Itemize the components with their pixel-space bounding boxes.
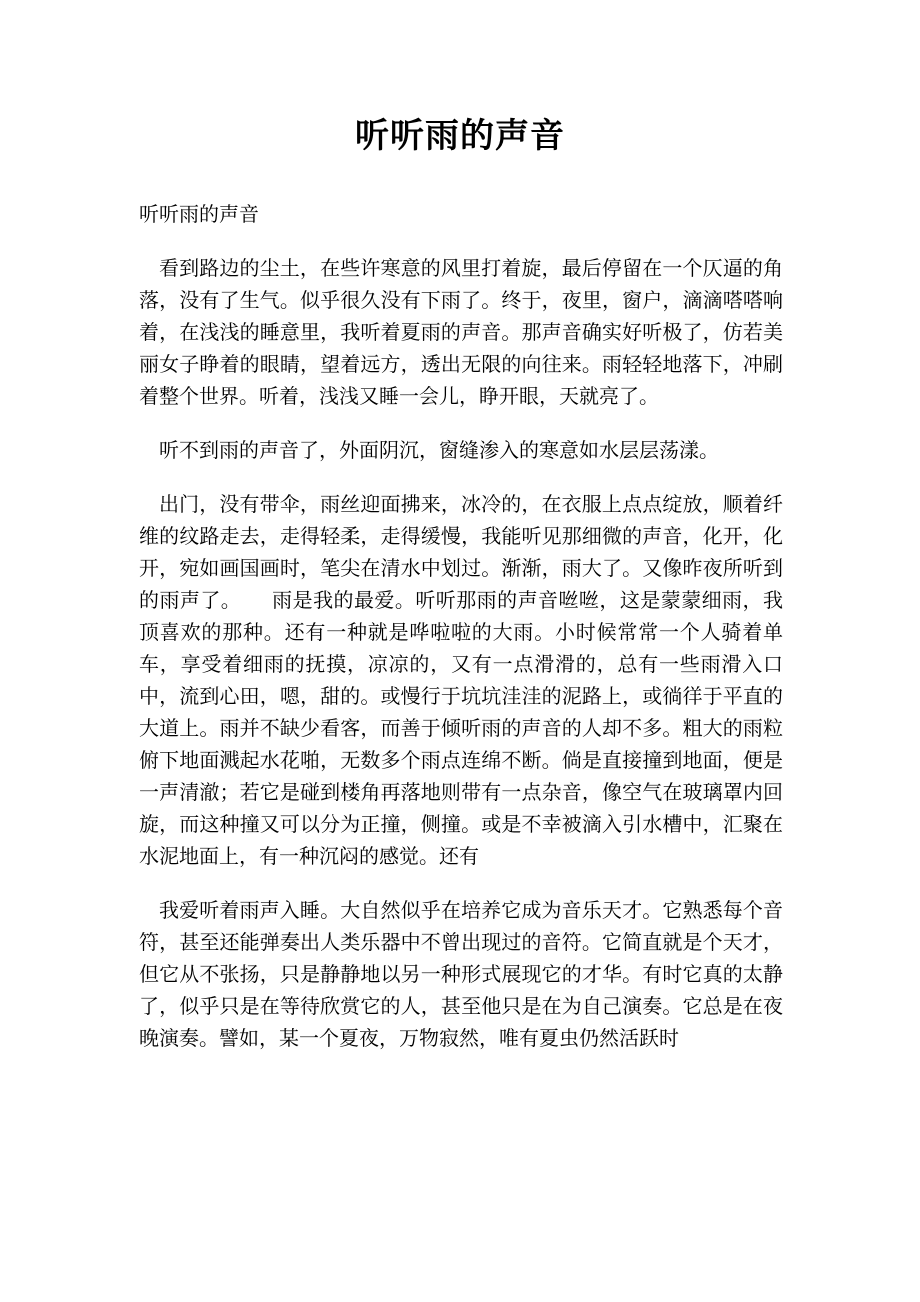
paragraph-4: 我爱听着雨声入睡。大自然似乎在培养它成为音乐天才。它熟悉每个音符，甚至还能弹奏出人类乐器中不曾出现过的音符。它简直就是个天才，但它从不张扬，只是静静地以另一种形式展现它的才华。有时它真的太静了，似乎只是在等待欣赏它的人，甚至他只是在为自己演奏。它总是在夜晚演奏。譬如，某一个夏夜，万物寂然，唯有夏虫仍然活跃时 [139, 898, 783, 1050]
document-subtitle: 听听雨的声音 [139, 202, 259, 226]
paragraph-1: 看到路边的尘土，在些许寒意的风里打着旋，最后停留在一个仄逼的角落，没有了生气。似乎很久没有下雨了。终于，夜里，窗户，滴滴嗒嗒响着，在浅浅的睡意里，我听着夏雨的声音。那声音确实好听极了，仿若美丽女子睁着的眼睛，望着远方，透出无限的向往来。雨轻轻地落下，冲刷着整个世界。听着，浅浅又睡一会儿，睁开眼，天就亮了。 [139, 256, 783, 408]
document-body [139, 198, 783, 1076]
document-title: 听听雨的声音 [355, 116, 565, 156]
paragraph-3: 出门，没有带伞，雨丝迎面拂来，冰冷的，在衣服上点点绽放，顺着纤维的纹路走去，走得轻柔，走得缓慢，我能听见那细微的声音，化开，化开，宛如画国画时，笔尖在清水中划过。渐渐，雨大了。又像昨夜所听到的雨声了。 雨是我的最爱。听听那雨的声音咝咝，这是蒙蒙细雨，我顶喜欢的那种。还有一种就是哗啦啦的大雨。小时候常常一个人骑着单车，享受着细雨的抚摸，凉凉的，又有一点滑滑的，总有一些雨滑入口中，流到心田，嗯，甜的。或慢行于坑坑洼洼的泥路上，或徜徉于平直的大道上。雨并不缺少看客，而善于倾听雨的声音的人却不多。粗大的雨粒俯下地面溅起水花啪，无数多个雨点连绵不断。倘是直接撞到地面，便是一声清澈；若它是碰到楼角再落地则带有一点杂音，像空气在玻璃罩内回旋，而这种撞又可以分为正撞，侧撞。或是不幸被滴入引水槽中，汇聚在水泥地面上，有一种沉闷的感觉。还有 [139, 492, 783, 868]
paragraph-2: 听不到雨的声音了，外面阴沉，窗缝渗入的寒意如水层层荡漾。 [159, 438, 719, 462]
